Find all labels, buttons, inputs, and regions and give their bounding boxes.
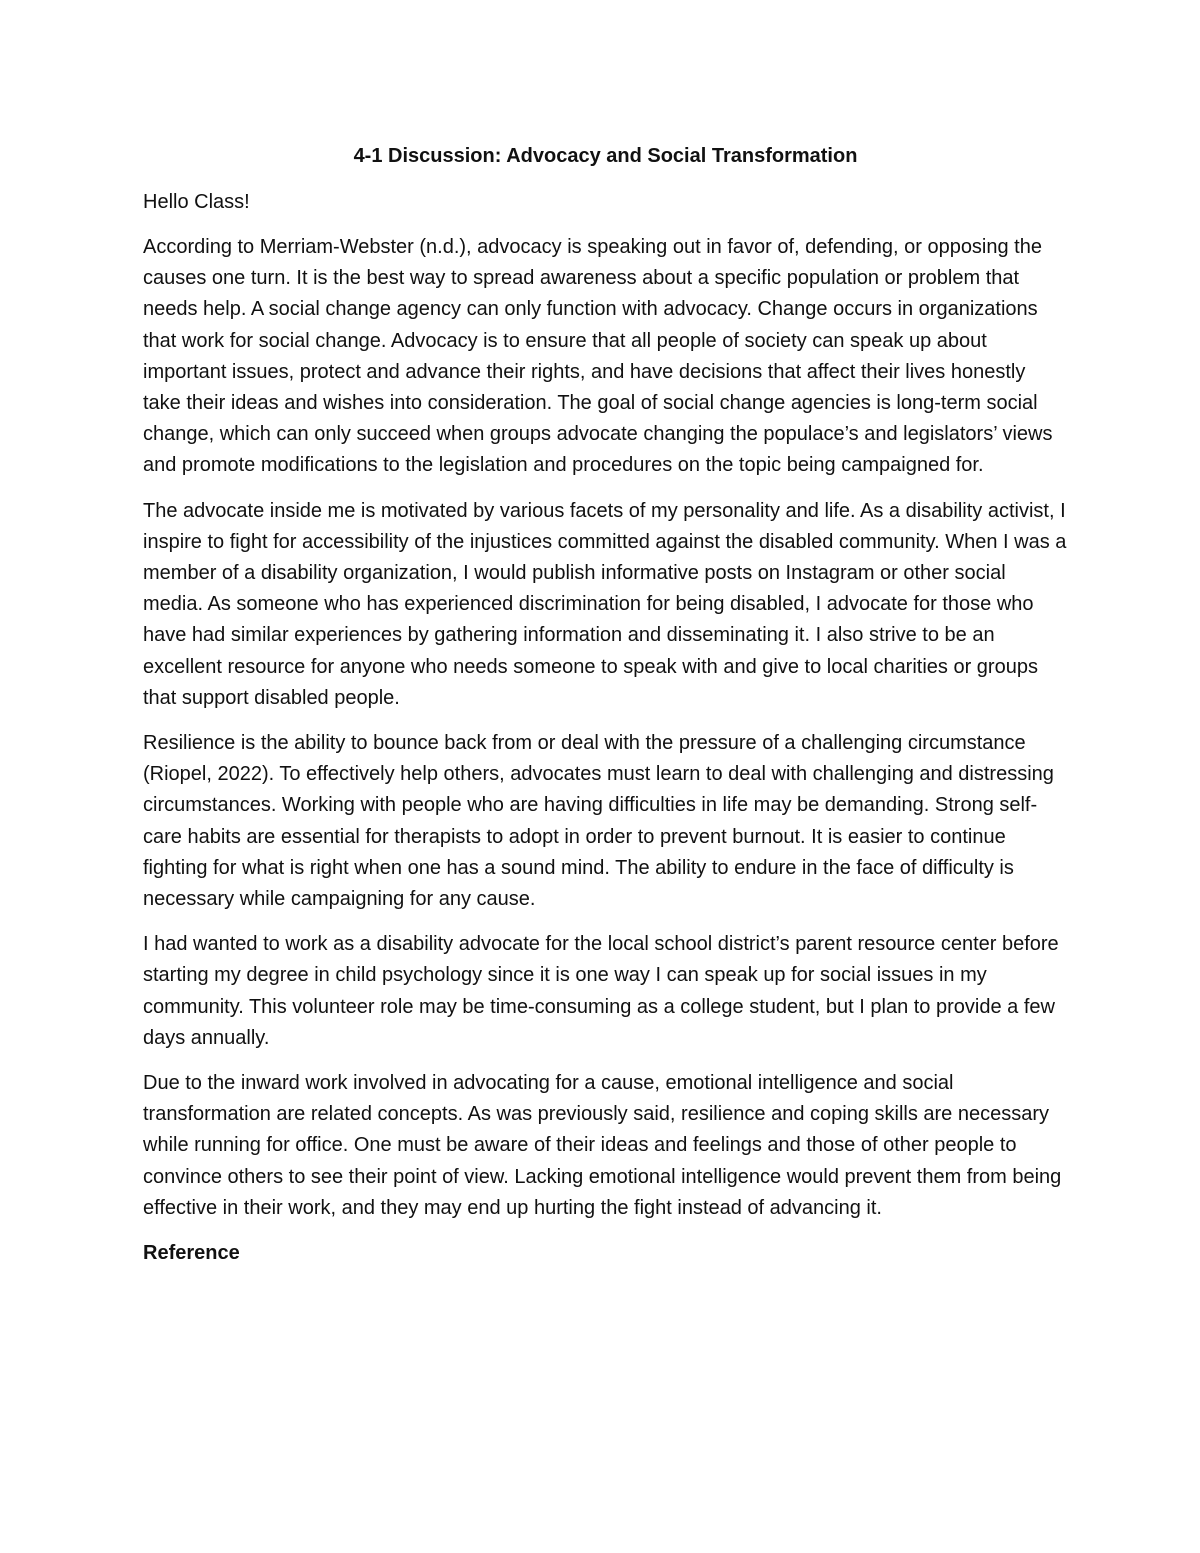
paragraph-advocacy-definition: According to Merriam-Webster (n.d.), advocacy is speaking out in favor of, defending, or opposing the causes one turn. It is the best way to spread awareness about a specific population or problem that needs help. A social change agency can only function with advocacy. Change occurs in organizations that work for social change. Advocacy is to ensure that all people of society can speak up about important issues, protect and advance their rights, and have decisions that affect their lives honestly take their ideas and wishes into consideration. The goal of social change agencies is long-term social change, which can only succeed when groups advocate changing the populace’s and legislators’ views and promote modifications to the legislation and procedures on the topic being campaigned for. xyxy=(143,236,1053,477)
greeting-line: Hello Class! xyxy=(143,191,250,213)
document-body xyxy=(143,141,1068,1269)
paragraph-resilience: Resilience is the ability to bounce back from or deal with the pressure of a challenging circumstance (Riopel, 2022). To effectively help others, advocates must learn to deal with challenging and distressing circumstances. Working with people who are having difficulties in life may be demanding. Strong self-care habits are essential for therapists to adopt in order to prevent burnout. It is easier to continue fighting for what is right when one has a sound mind. The ability to endure in the face of difficulty is necessary while campaigning for any cause. xyxy=(143,732,1054,911)
paragraph-emotional-intelligence: Due to the inward work involved in advocating for a cause, emotional intelligence and social transformation are related concepts. As was previously said, resilience and coping skills are necessary while running for office. One must be aware of their ideas and feelings and those of other people to convince others to see their point of view. Lacking emotional intelligence would prevent them from being effective in their work, and they may end up hurting the fight instead of advancing it. xyxy=(143,1072,1062,1219)
document-title: 4-1 Discussion: Advocacy and Social Transformation xyxy=(353,145,858,167)
paragraph-personal-motivation: The advocate inside me is motivated by various facets of my personality and life. As a disability activist, I inspire to fight for accessibility of the injustices committed against the disabled community. When I was a member of a disability organization, I would publish informative posts on Instagram or other social media. As someone who has experienced discrimination for being disabled, I advocate for those who have had similar experiences by gathering information and disseminating it. I also strive to be an excellent resource for anyone who needs someone to speak with and give to local charities or groups that support disabled people. xyxy=(143,499,1067,709)
paragraph-volunteer-role: I had wanted to work as a disability advocate for the local school district’s parent resource center before starting my degree in child psychology since it is one way I can speak up for social issues in my community. This volunteer role may be time-consuming as a college student, but I plan to provide a few days annually. xyxy=(143,933,1059,1049)
reference-heading: Reference xyxy=(143,1242,240,1265)
